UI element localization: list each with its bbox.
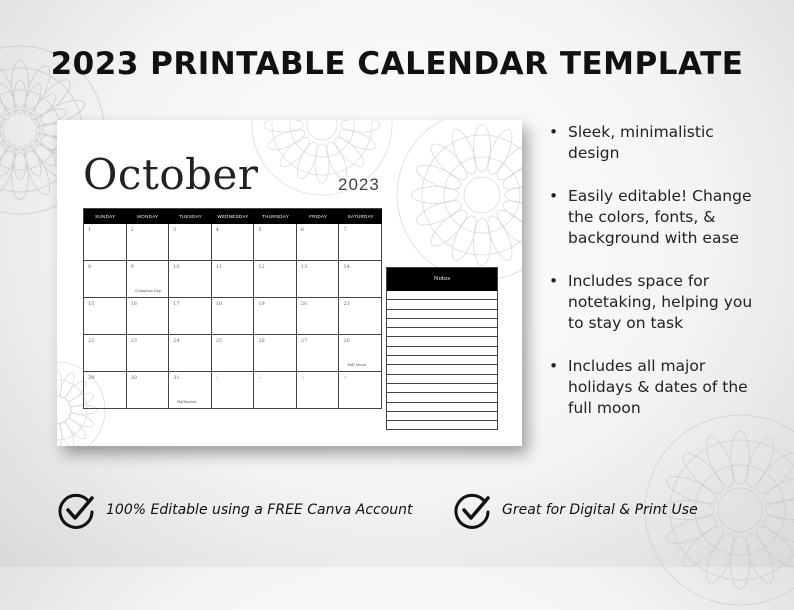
notes-line bbox=[387, 375, 497, 384]
day-cell bbox=[339, 261, 382, 298]
day-number: 1 bbox=[215, 375, 219, 381]
day-cell bbox=[212, 224, 255, 261]
day-number: 20 bbox=[300, 301, 308, 307]
day-number: 30 bbox=[130, 375, 137, 381]
day-cell bbox=[84, 224, 127, 261]
day-cell bbox=[339, 372, 382, 409]
day-cell bbox=[254, 224, 297, 261]
notes-line bbox=[387, 328, 497, 337]
notes-line bbox=[387, 365, 497, 374]
day-cell bbox=[297, 224, 340, 261]
day-cell bbox=[169, 298, 212, 335]
bullet-dot: • bbox=[549, 123, 559, 141]
notes-line bbox=[387, 310, 497, 319]
calendar-week-row bbox=[84, 372, 382, 409]
notes-line bbox=[387, 384, 497, 393]
day-number: 27 bbox=[300, 338, 308, 344]
day-event: Columbus Day bbox=[134, 289, 162, 293]
day-number: 22 bbox=[88, 338, 95, 344]
day-number: 7 bbox=[343, 227, 347, 233]
day-cell bbox=[84, 335, 127, 372]
day-number: 28 bbox=[343, 338, 350, 344]
notes-line bbox=[387, 356, 497, 365]
day-number: 26 bbox=[258, 338, 265, 344]
weekday-label: SUNDAY bbox=[95, 214, 116, 219]
day-cell bbox=[169, 372, 212, 409]
day-cell bbox=[84, 372, 127, 409]
notes-line bbox=[387, 421, 497, 429]
day-event: Halloween bbox=[177, 400, 197, 404]
bullet-text: Includes space for notetaking, helping you to stay on task bbox=[568, 272, 753, 332]
day-number: 19 bbox=[258, 301, 265, 307]
day-cell bbox=[84, 261, 127, 298]
day-number: 23 bbox=[130, 338, 137, 344]
day-cell bbox=[127, 372, 170, 409]
day-cell bbox=[339, 298, 382, 335]
day-number: 16 bbox=[130, 301, 137, 307]
day-cell bbox=[127, 224, 170, 261]
check-circle-icon bbox=[452, 490, 492, 530]
feature-bullet bbox=[548, 186, 768, 249]
weekday-label: TUESDAY bbox=[178, 214, 202, 219]
day-number: 2 bbox=[130, 227, 134, 233]
day-number: 18 bbox=[215, 301, 223, 307]
weekday-label: FRIDAY bbox=[309, 214, 328, 219]
day-number: 10 bbox=[173, 264, 180, 270]
notes-line bbox=[387, 300, 497, 309]
bullet-dot: • bbox=[549, 357, 559, 375]
day-cell bbox=[339, 224, 382, 261]
calendar-week-row bbox=[84, 224, 382, 261]
notes-box bbox=[386, 267, 498, 430]
calendar-week-row bbox=[84, 298, 382, 335]
day-number: 5 bbox=[258, 227, 262, 233]
notes-line bbox=[387, 319, 497, 328]
year-label: 2023 bbox=[338, 175, 380, 194]
notes-line bbox=[387, 347, 497, 356]
notes-line bbox=[387, 412, 497, 421]
bullet-dot: • bbox=[549, 272, 559, 290]
month-name: October bbox=[83, 150, 259, 199]
weekday-label: SATURDAY bbox=[347, 214, 374, 219]
day-number: 1 bbox=[88, 227, 92, 233]
page-title: 2023 PRINTABLE CALENDAR TEMPLATE bbox=[50, 46, 744, 82]
calendar-week-row bbox=[84, 261, 382, 298]
day-cell bbox=[254, 335, 297, 372]
day-cell bbox=[254, 298, 297, 335]
day-number: 12 bbox=[258, 264, 265, 270]
day-cell bbox=[127, 335, 170, 372]
day-number: 2 bbox=[258, 375, 262, 381]
day-cell bbox=[297, 372, 340, 409]
day-number: 3 bbox=[300, 375, 305, 381]
day-number: 4 bbox=[215, 227, 219, 233]
day-cell bbox=[127, 298, 170, 335]
feature-digital-print bbox=[452, 490, 698, 530]
bullet-text: Sleek, minimalistic design bbox=[568, 123, 714, 162]
day-cell bbox=[127, 261, 170, 298]
day-cell bbox=[297, 298, 340, 335]
feature-text: 100% Editable using a FREE Canva Account bbox=[106, 502, 413, 518]
day-event: Full Moon bbox=[347, 363, 367, 367]
day-number: 4 bbox=[343, 375, 347, 381]
day-cell bbox=[169, 224, 212, 261]
day-cell bbox=[254, 372, 297, 409]
day-cell bbox=[212, 372, 255, 409]
day-cell bbox=[84, 298, 127, 335]
day-cell bbox=[339, 335, 382, 372]
day-number: 25 bbox=[215, 338, 223, 344]
calendar-grid bbox=[83, 208, 382, 409]
check-circle-icon bbox=[56, 490, 96, 530]
day-cell bbox=[212, 298, 255, 335]
notes-line bbox=[387, 393, 497, 402]
weekday-label: WEDNESDAY bbox=[217, 214, 249, 219]
bullet-dot: • bbox=[549, 187, 559, 205]
weekday-label: MONDAY bbox=[137, 214, 159, 219]
day-number: 14 bbox=[343, 264, 350, 270]
day-number: 8 bbox=[88, 264, 92, 270]
feature-bullet-list bbox=[548, 122, 768, 441]
day-number: 11 bbox=[215, 264, 223, 270]
calendar-week-row bbox=[84, 335, 382, 372]
weekday-header bbox=[84, 209, 382, 224]
day-number: 9 bbox=[130, 264, 134, 270]
bullet-text: Easily editable! Change the colors, fonts, & background with ease bbox=[568, 187, 752, 247]
day-number: 24 bbox=[173, 338, 180, 344]
mandala-decoration-card-right bbox=[387, 120, 522, 290]
day-number: 31 bbox=[173, 375, 180, 381]
notes-line bbox=[387, 291, 497, 300]
day-number: 3 bbox=[173, 227, 177, 233]
day-number: 13 bbox=[300, 264, 308, 270]
feature-bullet bbox=[548, 271, 768, 334]
day-cell bbox=[297, 335, 340, 372]
day-cell bbox=[212, 335, 255, 372]
day-cell bbox=[169, 261, 212, 298]
notes-line bbox=[387, 403, 497, 412]
day-number: 21 bbox=[343, 301, 350, 307]
calendar-preview-card bbox=[57, 120, 522, 446]
day-cell bbox=[212, 261, 255, 298]
feature-editable bbox=[56, 490, 413, 530]
feature-bullet bbox=[548, 122, 768, 164]
day-cell bbox=[169, 335, 212, 372]
bullet-text: Includes all major holidays & dates of the full moon bbox=[568, 357, 748, 417]
feature-text: Great for Digital & Print Use bbox=[502, 502, 698, 518]
day-number: 15 bbox=[88, 301, 95, 307]
notes-line bbox=[387, 337, 497, 346]
day-number: 29 bbox=[88, 375, 95, 381]
notes-title: Notes bbox=[387, 268, 497, 291]
day-number: 17 bbox=[173, 301, 180, 307]
day-cell bbox=[254, 261, 297, 298]
feature-bullet bbox=[548, 356, 768, 419]
weekday-label: THURSDAY bbox=[262, 214, 290, 219]
day-cell bbox=[297, 261, 340, 298]
day-number: 6 bbox=[300, 227, 305, 233]
